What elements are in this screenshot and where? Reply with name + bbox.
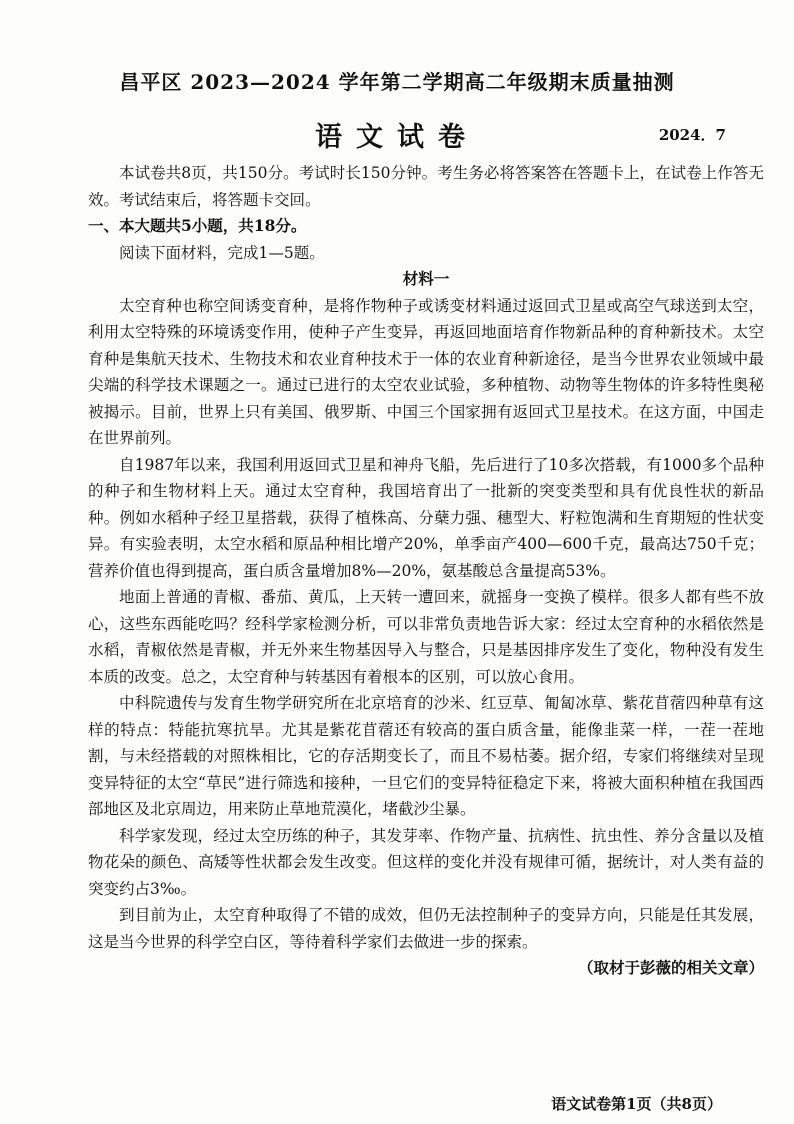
section-heading: 一、本大题共5小题，共18分。 bbox=[88, 216, 307, 235]
source-citation: （取材于彭薇的相关文章） bbox=[577, 958, 764, 977]
paragraph: 中科院遗传与发育生物学研究所在北京培育的沙米、红豆草、匍匐冰草、紫花苜蓿四种草有这样的特点：特能抗寒抗旱。尤其是紫花苜蓿还有较高的蛋白质含量，能像韭菜一样，一茬一茬地割，与未经搭载的对照株相比，它的存活期变长了，而且不易枯萎。据介绍，专家们将继续对呈现变异特征的太空“草民”进行筛选和接种，一旦它们的变异特征稳定下来，将被大面积种植在我国西部地区及北京周边，用来防止草地荒漠化，堵截沙尘暴。 bbox=[88, 694, 764, 818]
page-footer: 语文试卷第1页（共8页） bbox=[551, 1095, 722, 1113]
instructions: 本试卷共8页，共150分。考试时长150分钟。考生务必将答案答在答题卡上，在试卷上作答无效。考试结束后，将答题卡交回。 bbox=[88, 164, 764, 209]
reading-prompt: 阅读下面材料，完成1—5题。 bbox=[119, 243, 325, 262]
paragraph: 太空育种也称空间诱变育种，是将作物种子或诱变材料通过返回式卫星或高空气球送到太空，利用太空特殊的环境诱变作用，使种子产生变异，再返回地面培育作物新品种的育种新技术。太空育种是集航天技术、生物技术和农业育种技术于一体的农业育种新途径，是当今世界农业领域中最尖端的科学技术课题之一。通过已进行的太空农业试验，多种植物、动物等生物体的许多特性奥秘被揭示。目前，世界上只有美国、俄罗斯、中国三个国家拥有返回式卫星技术。在这方面，中国走在世界前列。 bbox=[88, 296, 764, 447]
material-heading: 材料一 bbox=[402, 269, 450, 288]
paragraph: 科学家发现，经过太空历练的种子，其发芽率、作物产量、抗病性、抗虫性、养分含量以及植物花朵的颜色、高矮等性状都会发生改变。但这样的变化并没有规律可循，据统计，对人类有益的突变约占3‰。 bbox=[88, 826, 764, 898]
exam-body bbox=[88, 160, 764, 982]
exam-date: 2024．7 bbox=[658, 126, 726, 144]
paragraph: 地面上普通的青椒、番茄、黄瓜，上天转一遭回来，就摇身一变换了模样。很多人都有些不放心，这些东西能吃吗？经科学家检测分析，可以非常负责地告诉大家：经过太空育种的水稻依然是水稻，青椒依然是青椒，并无外来生物基因导入与整合，只是基因排序发生了变化，物种没有发生本质的改变。总之，太空育种与转基因有着根本的区别，可以放心食用。 bbox=[88, 588, 764, 686]
exam-header: 昌平区 2023—2024 学年第二学期高二年级期末质量抽测 bbox=[119, 70, 675, 94]
paragraph: 自1987年以来，我国利用返回式卫星和神舟飞船，先后进行了10多次搭载，有1000多个品种的种子和生物材料上天。通过太空育种，我国培育出了一批新的突变类型和具有优良性状的新品种。例如水稻种子经卫星搭载，获得了植株高、分蘖力强、穗型大、籽粒饱满和生育期短的性状变异。有实验表明，太空水稻和原品种相比增产20%，单季亩产400—600千克，最高达750千克；营养价值也得到提高，蛋白质含量增加8%—20%，氨基酸总含量提高53%。 bbox=[88, 455, 764, 580]
paragraph: 到目前为止，太空育种取得了不错的成效，但仍无法控制种子的变异方向，只能是任其发展，这是当今世界的科学空白区，等待着科学家们去做进一步的探索。 bbox=[88, 906, 764, 951]
page-title: 语文试卷 bbox=[315, 122, 479, 153]
